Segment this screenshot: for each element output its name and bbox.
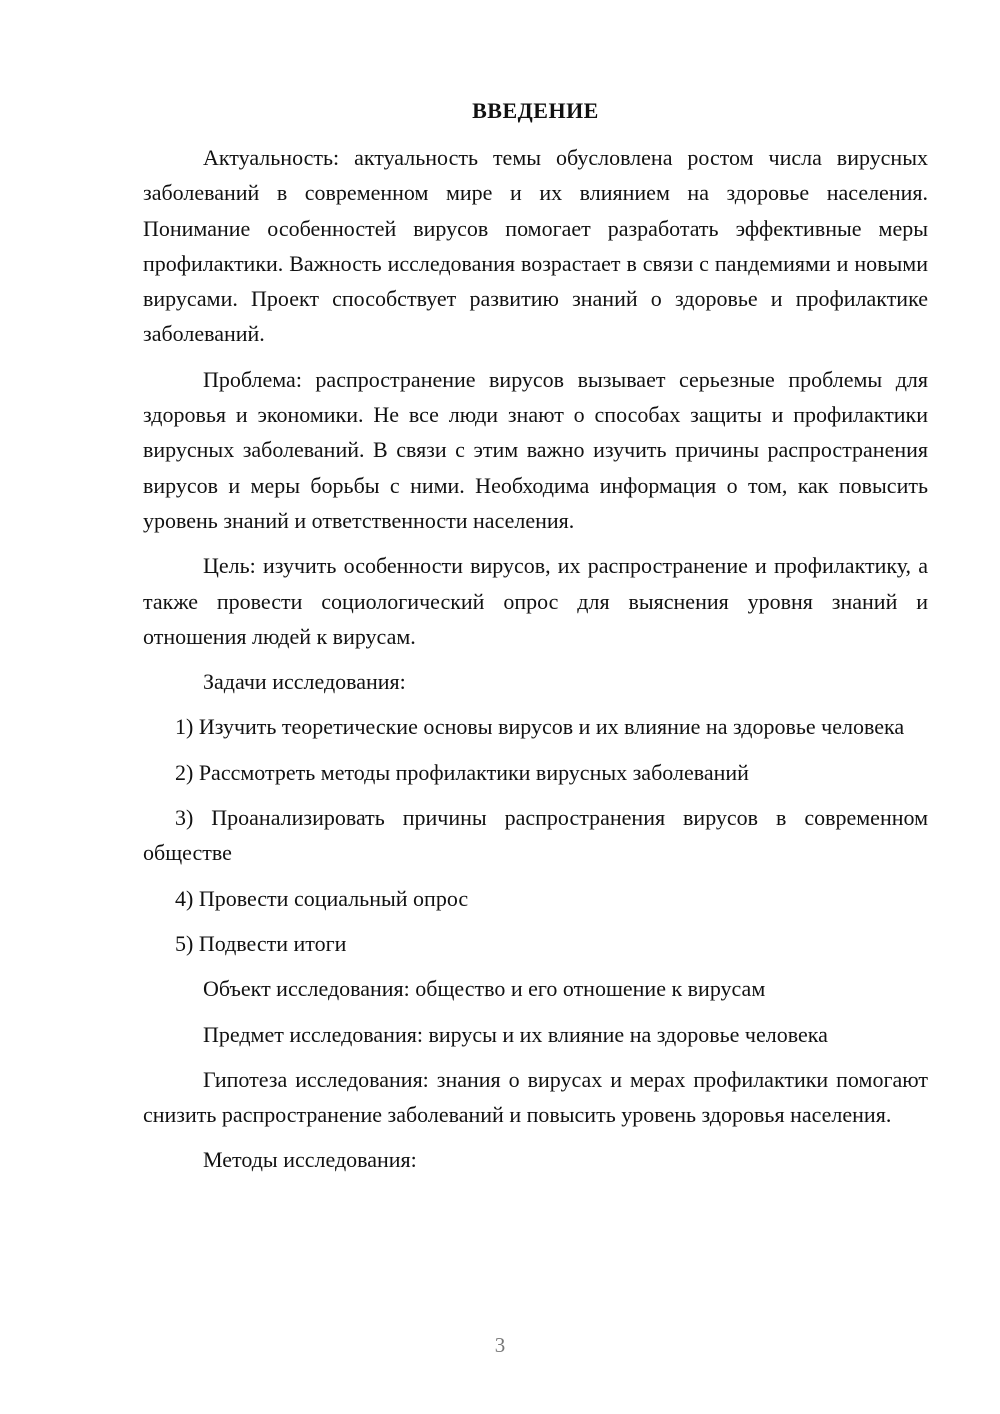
task-item-4: 4) Провести социальный опрос [175,885,469,911]
paragraph-relevance: Актуальность: актуальность темы обусловлена ростом числа вирусных заболеваний в современном мире и их влиянием на здоровье населения. Понимание особенностей вирусов помогает разработать эффективные меры профилактики. Важность исследования возрастает в связи с пандемиями и новыми вирусами. Проект способствует развитию знаний о здоровье и профилактике заболеваний. [143,145,928,347]
task-item-2: 2) Рассмотреть методы профилактики вирусных заболеваний [175,759,749,785]
paragraph-subject: Предмет исследования: вирусы и их влияние на здоровье человека [203,1021,828,1047]
task-item-1: 1) Изучить теоретические основы вирусов и их влияние на здоровье человека [175,714,905,740]
methods-heading: Методы исследования: [203,1147,417,1173]
paragraph-object: Объект исследования: общество и его отношение к вирусам [203,976,766,1002]
page-content [143,96,928,1188]
page-number: 3 [494,1333,506,1357]
task-item-5: 5) Подвести итоги [175,930,347,956]
paragraph-goal: Цель: изучить особенности вирусов, их распространение и профилактику, а также провести социологический опрос для выяснения уровня знаний и отношения людей к вирусам. [143,553,928,649]
paragraph-hypothesis: Гипотеза исследования: знания о вирусах и мерах профилактики помогают снизить распространение заболеваний и повысить уровень здоровья населения. [143,1066,928,1128]
tasks-heading: Задачи исследования: [203,669,406,695]
section-title: ВВЕДЕНИЕ [472,98,599,123]
paragraph-problem: Проблема: распространение вирусов вызывает серьезные проблемы для здоровья и экономики. Не все люди знают о способах защиты и профилактики вирусных заболеваний. В связи с этим важно изучить причины распространения вирусов и меры борьбы с ними. Необходима информация о том, как повысить уровень знаний и ответственности населения. [143,366,928,533]
task-item-3: 3) Проанализировать причины распространения вирусов в современном обществе [143,805,928,866]
